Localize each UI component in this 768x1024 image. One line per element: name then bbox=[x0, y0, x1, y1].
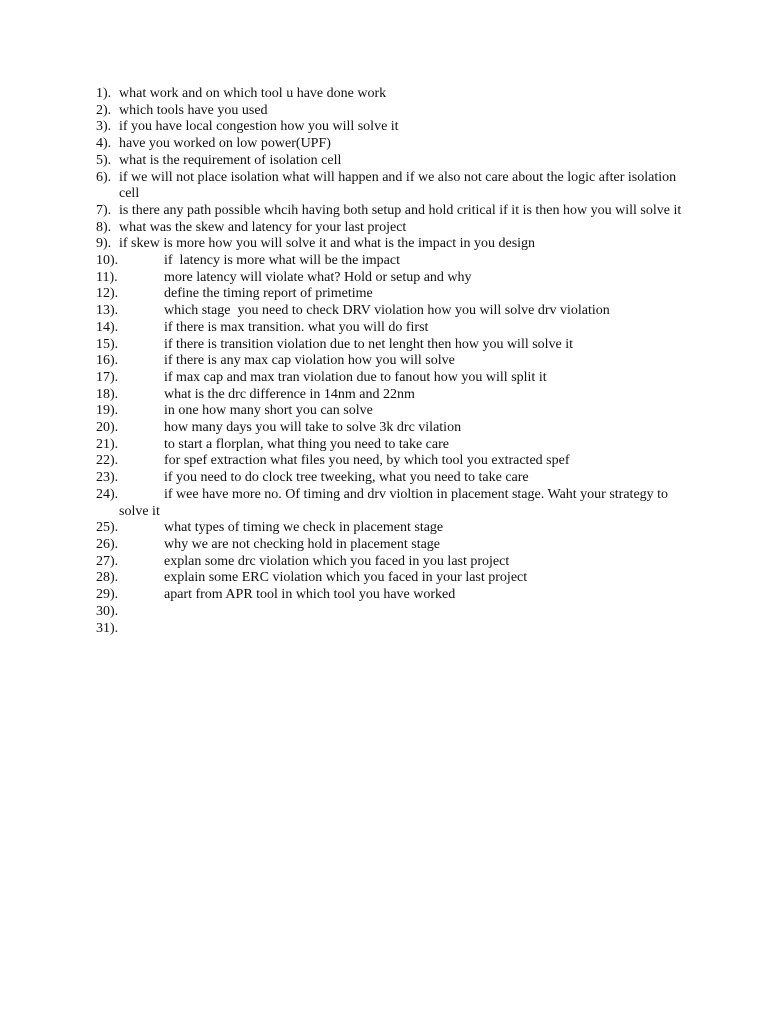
item-text: what is the drc difference in 14nm and 22nm bbox=[164, 386, 415, 402]
item-text: what is the requirement of isolation cell bbox=[119, 152, 342, 168]
item-text: apart from APR tool in which tool you have worked bbox=[164, 587, 456, 603]
item-text: if you have local congestion how you will solve it bbox=[119, 119, 399, 135]
item-number: 20). bbox=[96, 420, 119, 436]
item-text: for spef extraction what files you need, by which tool you extracted spef bbox=[164, 453, 570, 469]
item-number: 31). bbox=[96, 620, 119, 636]
list-item bbox=[96, 153, 696, 170]
item-text: if we will not place isolation what will happen and if we also not care about the logic after isolation cell bbox=[119, 169, 677, 202]
item-text: what work and on which tool u have done work bbox=[119, 86, 387, 101]
list-item bbox=[96, 587, 696, 604]
item-text: which stage you need to check DRV violation how you will solve drv violation bbox=[164, 303, 610, 319]
item-number: 2). bbox=[96, 102, 112, 118]
item-text: if max cap and max tran violation due to fanout how you will split it bbox=[164, 369, 547, 385]
item-number: 15). bbox=[96, 336, 119, 352]
question-list bbox=[96, 86, 696, 637]
item-number: 26). bbox=[96, 536, 119, 552]
item-text: explain some ERC violation which you faced in your last project bbox=[164, 570, 528, 586]
list-item bbox=[96, 203, 696, 220]
item-text: if wee have more no. Of timing and drv violtion in placement stage. Waht your strategy to solve it bbox=[119, 486, 669, 519]
list-item bbox=[96, 453, 696, 470]
item-text: if there is max transition. what you will do first bbox=[164, 319, 429, 335]
list-item bbox=[96, 353, 696, 370]
item-number: 8). bbox=[96, 219, 112, 235]
list-item bbox=[96, 570, 696, 587]
item-text: what was the skew and latency for your last project bbox=[119, 219, 407, 235]
list-item bbox=[96, 470, 696, 487]
item-text: in one how many short you can solve bbox=[164, 403, 373, 419]
item-number: 5). bbox=[96, 152, 112, 168]
list-item bbox=[96, 270, 696, 287]
item-text: have you worked on low power(UPF) bbox=[119, 136, 331, 152]
list-item bbox=[96, 136, 696, 153]
item-number: 18). bbox=[96, 386, 119, 402]
list-item bbox=[96, 621, 696, 638]
item-number: 24). bbox=[96, 486, 119, 502]
item-text: if there is any max cap violation how you will solve bbox=[164, 353, 455, 369]
list-item bbox=[96, 537, 696, 554]
list-item bbox=[96, 303, 696, 320]
list-item bbox=[96, 370, 696, 387]
list-item bbox=[96, 253, 696, 270]
item-number: 29). bbox=[96, 587, 119, 603]
item-number: 11). bbox=[96, 269, 118, 285]
item-text: define the timing report of primetime bbox=[164, 286, 373, 302]
item-text: which tools have you used bbox=[119, 102, 268, 118]
list-item bbox=[96, 520, 696, 537]
item-text: if skew is more how you will solve it and what is the impact in you design bbox=[119, 236, 536, 252]
list-item bbox=[96, 236, 696, 253]
item-number: 6). bbox=[96, 169, 112, 185]
item-number: 21). bbox=[96, 436, 119, 452]
item-text: more latency will violate what? Hold or setup and why bbox=[164, 269, 472, 285]
item-text: if there is transition violation due to net lenght then how you will solve it bbox=[164, 336, 574, 352]
list-item bbox=[96, 220, 696, 237]
list-item bbox=[96, 320, 696, 337]
item-number: 25). bbox=[96, 520, 119, 536]
item-number: 10). bbox=[96, 253, 119, 269]
item-number: 3). bbox=[96, 119, 112, 135]
item-number: 27). bbox=[96, 553, 119, 569]
item-number: 19). bbox=[96, 403, 119, 419]
list-item bbox=[96, 604, 696, 621]
list-item bbox=[96, 86, 696, 103]
item-number: 22). bbox=[96, 453, 119, 469]
item-number: 14). bbox=[96, 319, 119, 335]
item-text: if latency is more what will be the impact bbox=[164, 253, 400, 269]
item-number: 17). bbox=[96, 369, 119, 385]
list-item bbox=[96, 337, 696, 354]
list-item bbox=[96, 420, 696, 437]
list-item bbox=[96, 437, 696, 454]
list-item bbox=[96, 487, 696, 520]
item-text: to start a florplan, what thing you need to take care bbox=[164, 436, 449, 452]
item-number: 12). bbox=[96, 286, 119, 302]
list-item bbox=[96, 554, 696, 571]
list-item bbox=[96, 403, 696, 420]
list-item bbox=[96, 119, 696, 136]
item-number: 28). bbox=[96, 570, 119, 586]
list-item bbox=[96, 387, 696, 404]
item-number: 7). bbox=[96, 202, 112, 218]
item-number: 16). bbox=[96, 353, 119, 369]
item-number: 23). bbox=[96, 470, 119, 486]
list-item bbox=[96, 286, 696, 303]
item-number: 1). bbox=[96, 86, 112, 101]
item-text: if you need to do clock tree tweeking, what you need to take care bbox=[164, 470, 529, 486]
item-number: 13). bbox=[96, 303, 119, 319]
item-text: explan some drc violation which you faced in you last project bbox=[164, 553, 510, 569]
item-number: 9). bbox=[96, 236, 112, 252]
item-text: is there any path possible whcih having both setup and hold critical if it is then how you will solve it bbox=[119, 202, 682, 218]
item-text: what types of timing we check in placement stage bbox=[164, 520, 444, 536]
item-text: how many days you will take to solve 3k drc vilation bbox=[164, 420, 462, 436]
item-number: 30). bbox=[96, 603, 119, 619]
item-number: 4). bbox=[96, 136, 112, 152]
item-text: why we are not checking hold in placement stage bbox=[164, 536, 441, 552]
list-item bbox=[96, 103, 696, 120]
list-item bbox=[96, 170, 696, 203]
